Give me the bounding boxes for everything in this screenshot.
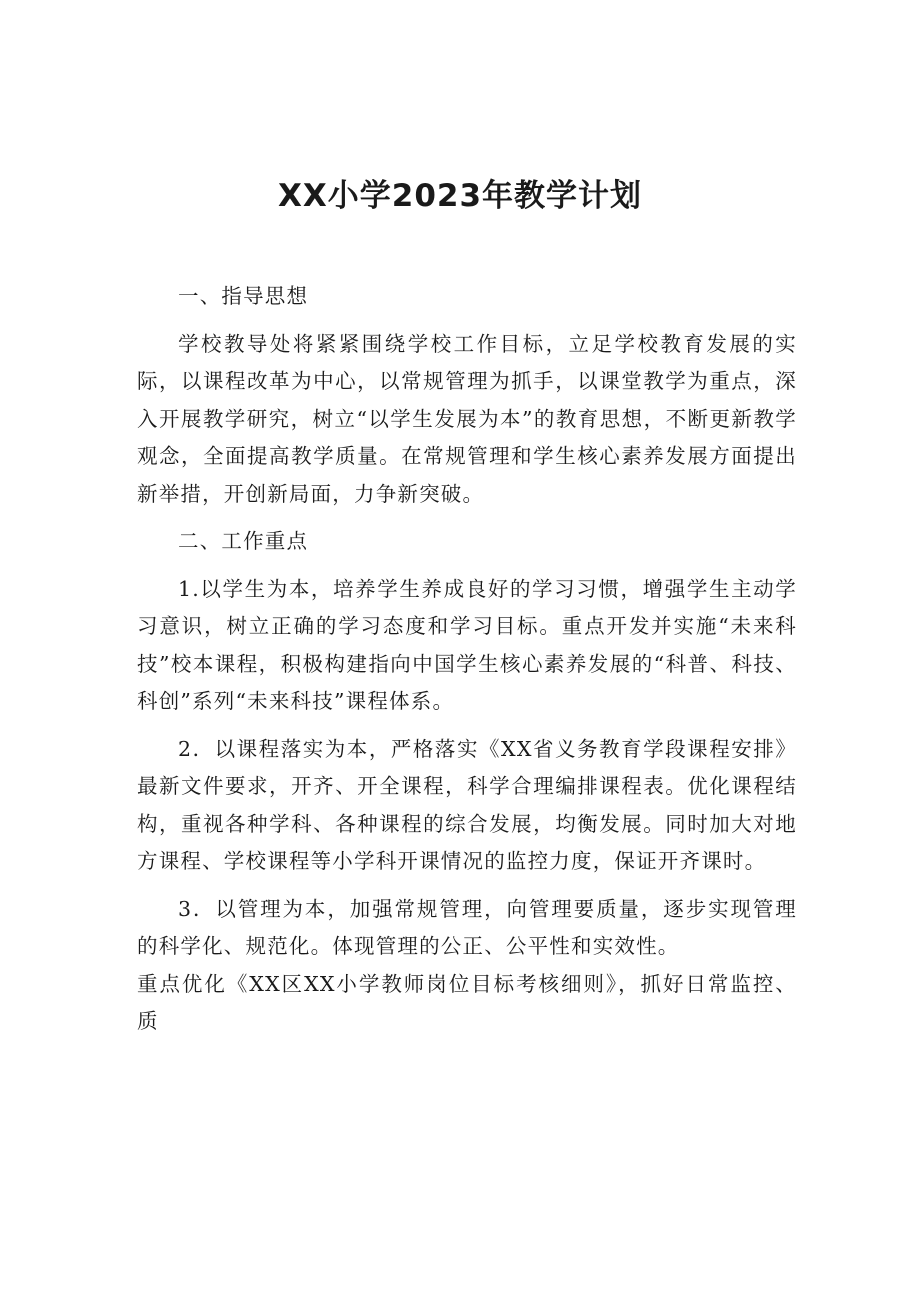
paragraph-focus-2: 2．以课程落实为本，严格落实《XX省义务教育学段课程安排》最新文件要求，开齐、开全课程，科学合理编排课程表。优化课程结构，重视各种学科、各种课程的综合发展，均衡发展。同时加大对地方课程、学校课程等小学科开课情况的监控力度，保证开齐课时。 [137, 736, 797, 873]
section-heading-work-focus: 二、工作重点 [178, 529, 309, 553]
document-title: XX小学2023年教学计划 [277, 178, 643, 214]
paragraph-focus-3-continued: 重点优化《XX区XX小学教师岗位目标考核细则》，抓好日常监控、质 [137, 971, 797, 1033]
paragraph-guiding-ideology: 学校教导处将紧紧围绕学校工作目标，立足学校教育发展的实际，以课程改革为中心，以常规管理为抓手，以课堂教学为重点，深入开展教学研究，树立“以学生发展为本”的教育思想，不断更新教学观念，全面提高教学质量。在常规管理和学生核心素养发展方面提出新举措，开创新局面，力争新突破。 [137, 331, 797, 506]
paragraph-focus-3: 3．以管理为本，加强常规管理，向管理要质量，逐步实现管理的科学化、规范化。体现管理的公正、公平性和实效性。 [137, 896, 797, 958]
paragraph-focus-1: 1.以学生为本，培养学生养成良好的学习习惯，增强学生主动学习意识，树立正确的学习态度和学习目标。重点开发并实施“未来科技”校本课程，积极构建指向中国学生核心素养发展的“科普、科技、科创”系列“未来科技”课程体系。 [137, 576, 797, 713]
document-body [137, 278, 797, 1041]
section-heading-guiding-ideology: 一、指导思想 [178, 284, 309, 308]
